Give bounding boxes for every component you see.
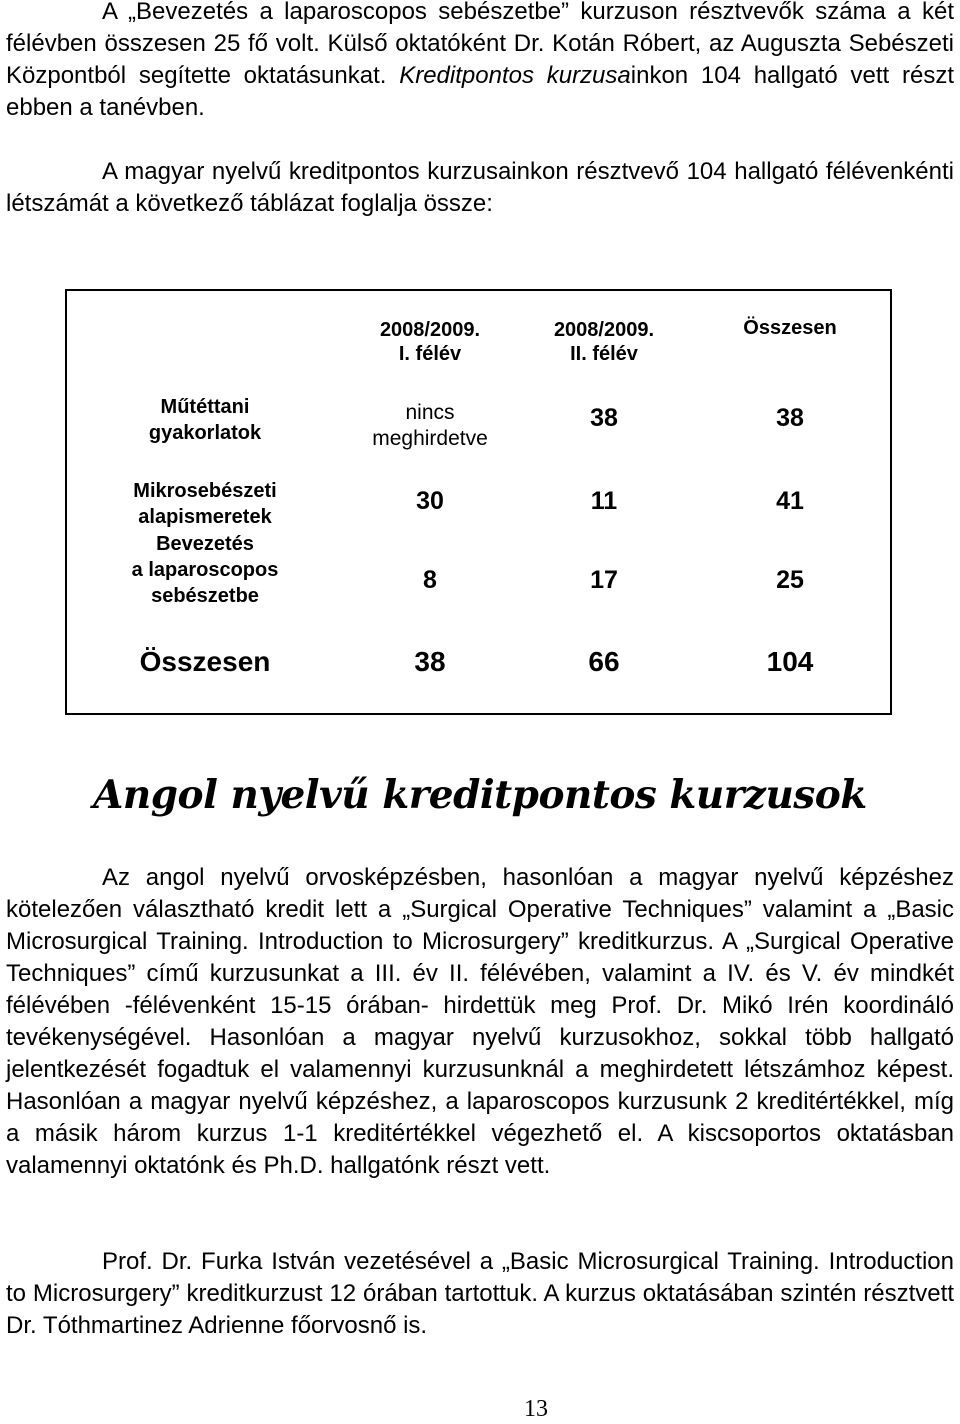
totals-value: 104 bbox=[766, 646, 814, 677]
paragraph-laparoscopy-intro bbox=[6, 0, 954, 124]
header-semester-1: 2008/2009. I. félév bbox=[379, 319, 481, 365]
paragraph-text: A magyar nyelvű kreditpontos kurzusainkon résztvevő 104 hallgató félévenkénti létszámát a következő táblázat foglalja össze: bbox=[6, 158, 954, 217]
cell-value: 17 bbox=[590, 565, 618, 594]
row-label-surgical-practice: Műtéttani gyakorlatok bbox=[148, 396, 262, 444]
paragraph-microsurgery-course bbox=[6, 1246, 954, 1342]
header-semester-2: 2008/2009. II. félév bbox=[553, 319, 655, 365]
paragraph-table-intro bbox=[6, 156, 954, 220]
totals-label: Összesen bbox=[139, 646, 271, 677]
paragraph-text: Prof. Dr. Furka István vezetésével a „Basic Microsurgical Training. Introduction to Microsurgery” kreditkurzust 12 órában tartottuk. A kurzus oktatásában szintén résztvett Dr. Tóthmartinez Adrienne főorvosnő is. bbox=[6, 1248, 954, 1339]
cell-value: 8 bbox=[423, 565, 437, 594]
totals-value: 66 bbox=[588, 646, 620, 677]
totals-value: 38 bbox=[414, 646, 446, 677]
paragraph-text: A „Bevezetés a laparoscopos sebészetbe” kurzuson résztvevők száma a két félévben összesen 25 fő volt. Külső oktatóként Dr. Kotán Róbert, az Auguszta Sebészeti Központból segítette oktatásunkat. bbox=[6, 0, 954, 89]
page-number: 13 bbox=[524, 1396, 548, 1422]
cell-value: 30 bbox=[416, 486, 444, 515]
paragraph-english-courses bbox=[6, 862, 954, 1182]
section-heading: Angol nyelvű kreditpontos kurzusok bbox=[93, 772, 867, 818]
cell-value: 38 bbox=[590, 403, 618, 432]
row-label-microsurgery: Mikrosebészeti alapismeretek bbox=[133, 480, 277, 528]
cell-value: 11 bbox=[590, 486, 618, 515]
cell-value: 25 bbox=[776, 565, 804, 594]
cell-value: 41 bbox=[776, 486, 804, 515]
cell-value: 38 bbox=[776, 403, 804, 432]
header-total: Összesen bbox=[743, 317, 837, 339]
cell-not-announced: nincs meghirdetve bbox=[372, 401, 488, 450]
paragraph-text: inkon 104 hallgató vett részt ebben a tanévben. bbox=[6, 62, 954, 121]
paragraph-italic-text: Kreditpontos kurzusa bbox=[399, 62, 631, 89]
row-label-laparoscopy: Bevezetés a laparoscopos sebészetbe bbox=[131, 533, 279, 607]
paragraph-text: Az angol nyelvű orvosképzésben, hasonlóan a magyar nyelvű képzéshez kötelezően választható kredit lett a „Surgical Operative Techniques” valamint a „Basic Microsurgical Training. Introduction to Microsurgery” kreditkurzus. A „Surgical Operative Techniques” című kurzusunkat a III. év II. félévében, valamint a IV. és V. év mindkét félévében -félévenként 15-15 órában- hirdettük meg Prof. Dr. Mikó Irén koordináló tevékenységével. Hasonlóan a magyar nyelvű kurzusokhoz, sokkal több hallgató jelentkezését fogadtuk el valamennyi kurzusunknál a meghirdetett létszámhoz képest. Hasonlóan a magyar nyelvű képzéshez, a laparoscopos kurzusunk 2 kreditértékkel, míg a másik három kurzus 1-1 kreditértékkel végezhető el. A kiscsoportos oktatásban valamennyi oktatónk és Ph.D. hallgatónk részt vett. bbox=[6, 864, 954, 1179]
